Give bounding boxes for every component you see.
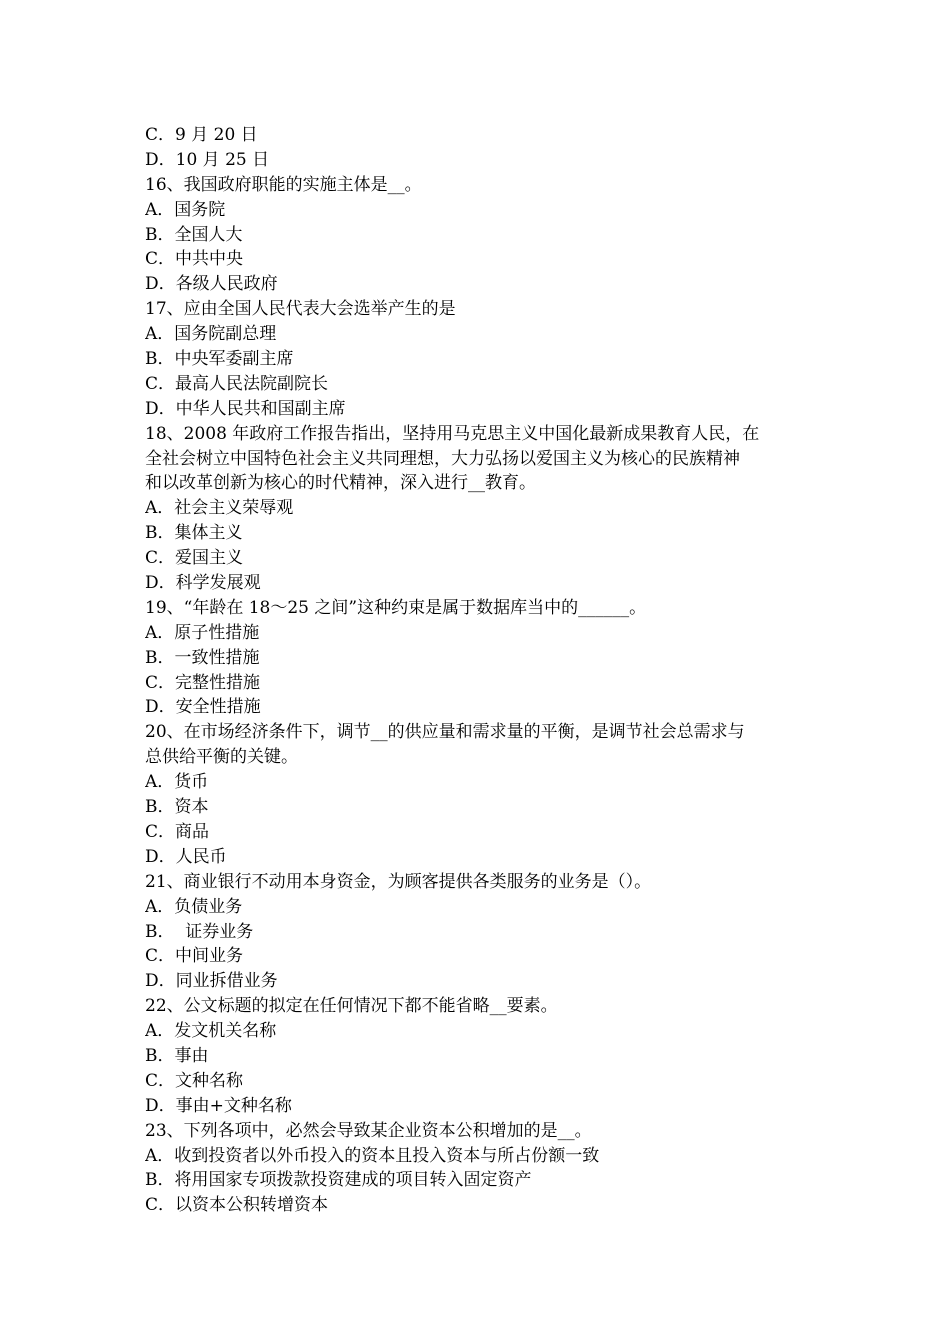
option-line: B．中央军委副主席	[145, 349, 294, 370]
option-line: A．负债业务	[145, 896, 243, 917]
document-page	[145, 123, 810, 1218]
option-line: D．中华人民共和国副主席	[145, 398, 346, 419]
option-line: A．原子性措施	[145, 622, 260, 643]
option-line: A．国务院副总理	[145, 324, 277, 345]
option-line: A．货币	[145, 772, 209, 793]
question-line: 22、公文标题的拟定在任何情况下都不能省略__要素。	[145, 996, 558, 1017]
option-line: B．资本	[145, 797, 209, 818]
option-line: D．事由+文种名称	[145, 1095, 292, 1116]
option-line: D．同业拆借业务	[145, 971, 278, 992]
question-line: 全社会树立中国特色社会主义共同理想，大力弘扬以爱国主义为核心的民族精神	[145, 448, 740, 469]
option-line: A．国务院	[145, 199, 226, 220]
option-line: A．社会主义荣辱观	[145, 498, 294, 519]
question-line: 21、商业银行不动用本身资金，为顾客提供各类服务的业务是（）。	[145, 871, 652, 892]
question-line: 和以改革创新为核心的时代精神，深入进行__教育。	[145, 473, 536, 494]
question-line: 16、我国政府职能的实施主体是__。	[145, 174, 422, 195]
option-line: B．全国人大	[145, 224, 243, 245]
question-line: 20、在市场经济条件下，调节__的供应量和需求量的平衡，是调节社会总需求与	[145, 722, 745, 743]
option-line: C．完整性措施	[145, 672, 261, 693]
option-line: A．发文机关名称	[145, 1021, 277, 1042]
option-line: B．集体主义	[145, 523, 243, 544]
question-line: 19、“年龄在 18～25 之间”这种约束是属于数据库当中的______。	[145, 597, 647, 618]
option-line: B．将用国家专项拨款投资建成的项目转入固定资产	[145, 1170, 532, 1191]
option-line: B．事由	[145, 1045, 209, 1066]
question-line: 总供给平衡的关键。	[145, 747, 298, 768]
question-line: 18、2008 年政府工作报告指出，坚持用马克思主义中国化最新成果教育人民，在	[145, 423, 760, 444]
question-line: 23、下列各项中，必然会导致某企业资本公积增加的是__。	[145, 1120, 592, 1141]
option-line: B． 证券业务	[145, 921, 254, 942]
option-line: D．10 月 25 日	[145, 149, 270, 170]
option-line: C．最高人民法院副院长	[145, 373, 329, 394]
option-line: C．商品	[145, 821, 210, 842]
option-line: C．中共中央	[145, 249, 244, 270]
option-line: A．收到投资者以外币投入的资本且投入资本与所占份额一致	[145, 1145, 600, 1166]
option-line: C．文种名称	[145, 1070, 244, 1091]
option-line: C．9 月 20 日	[145, 125, 258, 145]
option-line: C．爱国主义	[145, 548, 244, 569]
option-line: C．以资本公积转增资本	[145, 1195, 329, 1216]
option-line: D．科学发展观	[145, 573, 261, 594]
option-line: D．安全性措施	[145, 697, 261, 718]
option-line: B．一致性措施	[145, 647, 260, 668]
question-line: 17、应由全国人民代表大会选举产生的是	[145, 299, 456, 320]
option-line: D．人民币	[145, 846, 227, 867]
option-line: C．中间业务	[145, 946, 244, 967]
option-line: D．各级人民政府	[145, 274, 278, 295]
